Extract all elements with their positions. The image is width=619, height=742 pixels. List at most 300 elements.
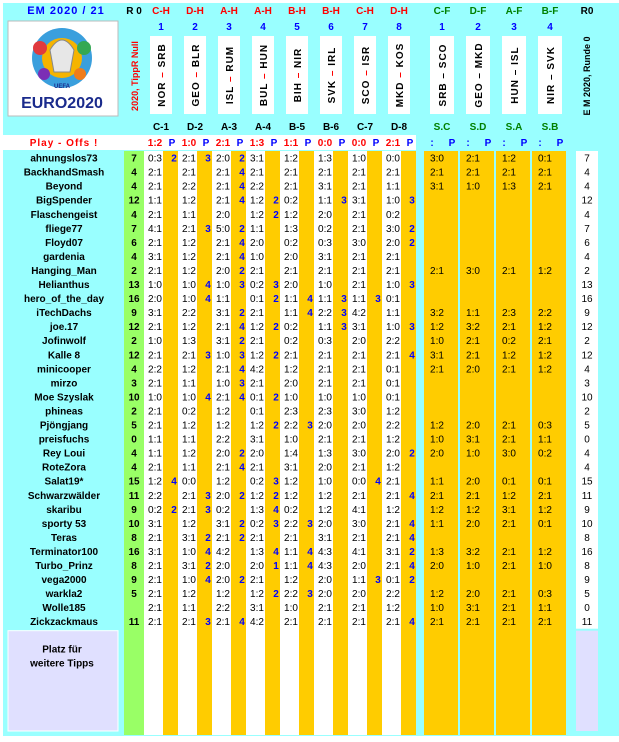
tip-value: 3:1 (216, 518, 230, 530)
player-points: 16 (128, 546, 140, 558)
bonus-points: 4 (409, 518, 415, 530)
final-tip-value: 1:2 (502, 153, 516, 165)
bonus-points: 3 (375, 294, 381, 306)
final-tip-value: 1:0 (466, 561, 480, 572)
final-number: 2 (475, 22, 481, 33)
game-label: B-6 (322, 122, 340, 133)
tip-value: 0:1 (386, 575, 400, 587)
tip-value: 2:0 (318, 589, 332, 601)
tip-value: 1:1 (386, 308, 400, 320)
team-dash: – (327, 65, 338, 80)
bonus-points: 2 (273, 589, 279, 601)
tip-value: 3:1 (148, 308, 162, 320)
bonus-marker: P (236, 138, 244, 149)
bonus-points: 2 (239, 575, 245, 587)
tip-value: 1:2 (182, 589, 196, 601)
final-bonus-marker: P (484, 138, 492, 149)
bonus-points: 4 (307, 308, 313, 320)
bonus-points: 4 (239, 617, 245, 629)
tip-value: 1:2 (250, 589, 264, 601)
player-rank: 8 (584, 561, 590, 572)
tip-value: 4:2 (250, 364, 264, 376)
tip-value: 2:1 (318, 167, 332, 179)
tip-value: 2:1 (250, 265, 264, 277)
footer-line-1: Platz für (42, 644, 82, 656)
game-number: 2 (192, 22, 198, 33)
bonus-marker: P (372, 138, 380, 149)
player-name: Moe Szyslak (34, 392, 94, 404)
final-home-team: SRB (438, 82, 449, 107)
tip-value: 2:1 (352, 378, 366, 390)
final-tip-value: 2:1 (538, 181, 552, 193)
home-team: MKD (395, 81, 406, 108)
bonus-points: 2 (273, 322, 279, 334)
final-label: S.D (469, 122, 487, 133)
tip-value: 0:2 (386, 209, 400, 221)
tip-value: 2:1 (318, 378, 332, 390)
tip-value: 2:2 (148, 364, 162, 376)
player-points: 8 (131, 561, 137, 572)
final-result: : (502, 138, 506, 149)
final-tip-value: 3:0 (430, 153, 444, 165)
tip-value: 2:0 (284, 280, 298, 291)
bonus-points: 4 (409, 561, 415, 572)
tip-value: 4:1 (352, 546, 366, 558)
tip-value: 3:1 (148, 546, 162, 558)
tip-value: 2:0 (216, 265, 230, 277)
tip-value: 2:1 (148, 617, 162, 629)
player-rank: 6 (584, 237, 590, 249)
tip-value: 2:1 (352, 265, 366, 277)
tip-value: 1:1 (284, 546, 298, 558)
player-rank: 12 (581, 322, 593, 334)
vertical-right-label: E M 2020, Runde 0 (582, 36, 592, 116)
tip-value: 2:0 (318, 209, 332, 221)
tip-value: 0:2 (148, 504, 162, 516)
tip-value: 1:3 (318, 153, 332, 165)
tip-value: 0:2 (284, 322, 298, 334)
player-points: 4 (131, 462, 137, 474)
tip-value: 2:1 (216, 195, 230, 207)
tip-value: 3:1 (148, 518, 162, 530)
final-tip-value: 2:1 (502, 589, 516, 601)
tip-value: 0:1 (250, 392, 264, 404)
round-label: R 0 (126, 6, 142, 17)
tip-value: 2:2 (284, 518, 298, 530)
final-tip-value: 1:0 (430, 603, 444, 615)
trophy-icon (50, 40, 74, 72)
title-text: EM 2020 / 21 (27, 5, 105, 17)
final-tip-value: 1:2 (430, 322, 444, 334)
bonus-points: 4 (205, 546, 211, 558)
player-points: 12 (128, 322, 140, 334)
final-dash: – (438, 68, 449, 83)
team-dash: – (293, 67, 304, 83)
tip-value: 3:1 (318, 532, 332, 544)
final-tip-value: 0:1 (538, 518, 552, 530)
bonus-points: 4 (307, 294, 313, 306)
player-rank: 8 (584, 532, 590, 544)
tip-value: 2:1 (386, 476, 400, 488)
player-name: skaribu (46, 504, 82, 516)
player-points: 4 (131, 167, 137, 179)
player-points: 4 (131, 364, 137, 376)
final-tip-value: 1:1 (430, 476, 444, 488)
bonus-points: 2 (171, 504, 177, 516)
tip-value: 2:2 (182, 181, 196, 193)
tip-value: 4:2 (352, 308, 366, 320)
player-rank: 4 (584, 364, 590, 376)
game-label: C-7 (356, 122, 374, 133)
away-team: KOS (395, 42, 406, 68)
final-tip-value: 1:2 (502, 350, 516, 362)
player-name: minicooper (37, 364, 91, 376)
player-name: Kalle 8 (47, 350, 81, 362)
player-points: 12 (128, 195, 140, 207)
tip-value: 1:2 (250, 350, 264, 362)
tip-value: 2:1 (182, 617, 196, 629)
tip-value: 1:1 (318, 195, 332, 207)
tip-value: 3:1 (250, 434, 264, 446)
tip-value: 1:3 (182, 336, 196, 348)
bonus-points: 3 (341, 195, 347, 207)
tip-value: 1:2 (284, 476, 298, 488)
final-tip-value: 1:2 (430, 589, 444, 601)
tip-value: 3:1 (250, 153, 264, 165)
tip-value: 1:1 (182, 434, 196, 446)
tip-value: 2:1 (386, 265, 400, 277)
final-home-team: GEO (474, 82, 485, 108)
tip-value: 2:2 (386, 420, 400, 432)
tip-value: 1:1 (182, 209, 196, 221)
tip-value: 2:1 (182, 167, 196, 179)
tip-value: 1:2 (318, 490, 332, 502)
final-tip-value: 3:1 (430, 181, 444, 193)
tip-value: 1:0 (148, 280, 162, 291)
tip-value: 2:0 (284, 378, 298, 390)
final-away-team: MKD (474, 42, 485, 69)
tip-value: 1:0 (182, 294, 196, 306)
player-name: vega2000 (41, 575, 87, 587)
player-name: Turbo_Prinz (35, 561, 93, 572)
tip-value: 2:2 (284, 589, 298, 601)
tip-value: 2:1 (250, 308, 264, 320)
tip-value: 4:3 (318, 546, 332, 558)
tip-value: 2:1 (352, 167, 366, 179)
tip-value: 2:0 (216, 561, 230, 572)
tip-value: 3:1 (216, 308, 230, 320)
tip-value: 2:1 (284, 265, 298, 277)
tip-value: 0:3 (318, 336, 332, 348)
final-tip-value: 2:1 (502, 546, 516, 558)
tip-column-stripe (367, 151, 382, 735)
game-code: C-H (356, 6, 374, 17)
tip-value: 1:1 (182, 603, 196, 615)
footer-rank-box (576, 631, 598, 731)
bonus-marker: P (304, 138, 312, 149)
final-tip-value: 2:1 (502, 420, 516, 432)
final-bonus-marker: P (556, 138, 564, 149)
tip-value: 2:1 (216, 617, 230, 629)
tip-value: 1:2 (250, 322, 264, 334)
tip-value: 2:1 (318, 265, 332, 277)
match-result: 2:1 (215, 138, 231, 149)
tip-value: 2:1 (386, 167, 400, 179)
player-points: 4 (131, 209, 137, 221)
tip-value: 3:0 (352, 448, 366, 460)
vertical-left-label: 2020, TippR Null (130, 41, 140, 111)
bonus-points: 3 (239, 280, 245, 291)
tip-value: 2:0 (386, 237, 400, 249)
home-team: SVK (327, 79, 338, 104)
game-number: 4 (260, 22, 266, 33)
tip-value: 4:2 (216, 546, 230, 558)
tip-value: 4:1 (148, 223, 162, 235)
final-tip-value: 2:1 (502, 167, 516, 179)
bonus-points: 2 (239, 308, 245, 320)
final-tip-value: 0:2 (538, 448, 552, 460)
tip-value: 1:0 (284, 603, 298, 615)
player-rank: 5 (584, 420, 590, 432)
tip-value: 2:1 (284, 181, 298, 193)
player-rank: 0 (584, 434, 590, 446)
away-team: IRL (327, 46, 338, 66)
tip-value: 0:1 (386, 294, 400, 306)
final-tip-value: 0:2 (502, 336, 516, 348)
tip-value: 2:0 (352, 561, 366, 572)
home-team: GEO (191, 81, 202, 107)
final-tip-value: 1:2 (502, 490, 516, 502)
home-team: NOR (157, 81, 168, 107)
player-rank: 4 (584, 209, 590, 221)
team-pair (361, 46, 372, 104)
tip-value: 1:0 (284, 434, 298, 446)
player-name: gardenia (43, 251, 85, 263)
player-rank: 16 (581, 294, 593, 306)
player-points: 11 (128, 490, 140, 502)
tip-value: 1:3 (250, 504, 264, 516)
tip-value: 2:1 (352, 209, 366, 221)
player-name: Beyond (45, 181, 83, 193)
tip-value: 2:0 (352, 336, 366, 348)
tip-value: 0:2 (284, 237, 298, 249)
player-points: 2 (131, 265, 137, 277)
bonus-points: 2 (239, 518, 245, 530)
tip-value: 1:1 (148, 195, 162, 207)
match-result: 0:0 (351, 138, 367, 149)
player-points: 5 (131, 589, 137, 601)
player-points: 9 (131, 308, 137, 320)
game-code: B-H (322, 6, 340, 17)
tip-value: 1:1 (250, 223, 264, 235)
final-away-team: ISL (510, 46, 521, 65)
player-points: 4 (131, 251, 137, 263)
bonus-points: 2 (239, 153, 245, 165)
final-tip-value: 1:0 (466, 181, 480, 193)
tip-value: 2:3 (284, 406, 298, 418)
bonus-points: 2 (239, 448, 245, 460)
bonus-points: 4 (307, 546, 313, 558)
final-tip-value: 2:1 (466, 490, 480, 502)
player-rank: 16 (581, 546, 593, 558)
final-tip-value: 2:1 (466, 617, 480, 629)
tip-value: 2:1 (352, 181, 366, 193)
tip-value: 2:2 (284, 420, 298, 432)
bonus-points: 4 (307, 561, 313, 572)
tip-value: 2:1 (148, 322, 162, 334)
tip-value: 2:0 (250, 237, 264, 249)
player-points: 4 (131, 181, 137, 193)
tip-value: 3:0 (352, 518, 366, 530)
bonus-points: 2 (239, 265, 245, 277)
bonus-marker: P (168, 138, 176, 149)
team-dash: – (191, 67, 202, 82)
tip-value: 1:0 (352, 153, 366, 165)
final-tip-value: 2:0 (430, 448, 444, 460)
final-tip-value: 2:1 (538, 336, 552, 348)
tip-value: 2:0 (318, 575, 332, 587)
tip-value: 2:1 (352, 617, 366, 629)
final-team-pair (474, 42, 485, 107)
tip-value: 2:1 (148, 561, 162, 572)
bonus-points: 2 (205, 532, 211, 544)
bonus-points: 3 (409, 195, 415, 207)
final-tip-value: 2:1 (502, 603, 516, 615)
final-tip-value: 1:2 (538, 322, 552, 334)
final-label: S.A (505, 122, 523, 133)
bonus-points: 4 (239, 195, 245, 207)
player-name: Pjöngjang (39, 420, 89, 432)
final-result: : (430, 138, 434, 149)
player-points: 13 (128, 280, 140, 291)
logo-dot-red (33, 41, 47, 55)
tip-value: 1:1 (352, 294, 366, 306)
tip-value: 5:0 (216, 223, 230, 235)
tip-value: 2:1 (318, 434, 332, 446)
game-code: C-H (152, 6, 170, 17)
final-code: B-F (541, 6, 559, 17)
tip-value: 2:1 (386, 532, 400, 544)
tip-value: 2:0 (386, 448, 400, 460)
tip-value: 0:0 (386, 153, 400, 165)
tip-value: 2:1 (318, 603, 332, 615)
final-tip-value: 1:2 (538, 265, 552, 277)
tip-value: 1:2 (284, 364, 298, 376)
final-tip-value: 2:0 (466, 589, 480, 601)
tip-value: 0:2 (182, 406, 196, 418)
bonus-points: 2 (273, 209, 279, 221)
final-tip-value: 2:0 (466, 476, 480, 488)
game-label: C-1 (152, 122, 170, 133)
tip-value: 1:2 (216, 589, 230, 601)
team-dash: – (361, 65, 372, 80)
tip-value: 0:1 (386, 392, 400, 404)
player-name: ahnungslos73 (30, 153, 98, 165)
tip-value: 1:1 (148, 434, 162, 446)
final-tip-value: 2:1 (538, 617, 552, 629)
player-name: Wolle185 (42, 603, 86, 615)
player-name: Rey Loui (42, 448, 86, 460)
bonus-marker: P (406, 138, 414, 149)
tip-value: 2:1 (216, 167, 230, 179)
final-label: S.C (433, 122, 451, 133)
final-tip-value: 1:0 (466, 448, 480, 460)
bonus-points: 4 (205, 392, 211, 404)
player-points: 7 (131, 153, 137, 165)
home-team: BUL (259, 82, 270, 107)
tip-value: 2:0 (148, 294, 162, 306)
final-team-pair (546, 46, 557, 104)
tip-value: 2:0 (250, 561, 264, 572)
final-tip-value: 1:0 (538, 561, 552, 572)
tip-column-stripe (265, 151, 280, 735)
tip-value: 2:1 (352, 490, 366, 502)
match-result: 1:3 (249, 138, 265, 149)
game-number: 5 (294, 22, 300, 33)
tip-value: 2:1 (216, 251, 230, 263)
tip-value: 2:1 (216, 392, 230, 404)
bonus-points: 4 (409, 532, 415, 544)
player-points: 9 (131, 575, 137, 587)
player-name: Teras (51, 532, 77, 544)
home-team: ISL (225, 85, 236, 105)
player-name: warkla2 (45, 589, 83, 601)
tip-value: 1:0 (148, 336, 162, 348)
final-tip-value: 2:1 (502, 322, 516, 334)
tip-value: 0:1 (250, 294, 264, 306)
final-result: : (466, 138, 470, 149)
player-name: preisfuchs (38, 434, 90, 446)
player-name: joe.17 (49, 322, 79, 334)
player-rank: 0 (584, 603, 590, 615)
player-points: 10 (128, 518, 140, 530)
bonus-points: 3 (341, 322, 347, 334)
player-name: RoteZora (42, 462, 86, 474)
bonus-points: 2 (239, 532, 245, 544)
game-label: D-2 (186, 122, 204, 133)
final-tip-value: 1:1 (538, 434, 552, 446)
tip-value: 2:1 (216, 181, 230, 193)
bonus-points: 3 (341, 308, 347, 320)
tip-value: 1:2 (386, 603, 400, 615)
tip-value: 2:1 (148, 167, 162, 179)
final-team-pair (438, 44, 449, 107)
home-team: BIH (293, 82, 304, 103)
game-number: 8 (396, 22, 402, 33)
bonus-points: 4 (273, 546, 279, 558)
tip-value: 1:2 (386, 462, 400, 474)
tip-value: 3:1 (318, 181, 332, 193)
tip-value: 1:2 (182, 251, 196, 263)
final-result: : (538, 138, 542, 149)
tip-value: 2:1 (386, 518, 400, 530)
final-team-pair (510, 46, 521, 103)
bonus-points: 4 (205, 575, 211, 587)
tip-value: 2:1 (148, 237, 162, 249)
bonus-points: 4 (205, 280, 211, 291)
game-number: 7 (362, 22, 368, 33)
final-number: 1 (439, 22, 445, 33)
final-tip-value: 1:2 (430, 420, 444, 432)
final-tip-value: 2:0 (466, 518, 480, 530)
final-tip-value: 2:1 (538, 490, 552, 502)
tip-value: 2:1 (352, 223, 366, 235)
tip-value: 1:2 (284, 153, 298, 165)
bonus-points: 3 (375, 575, 381, 587)
final-code: A-F (505, 6, 523, 17)
bonus-points: 4 (273, 504, 279, 516)
tip-value: 3:0 (352, 406, 366, 418)
